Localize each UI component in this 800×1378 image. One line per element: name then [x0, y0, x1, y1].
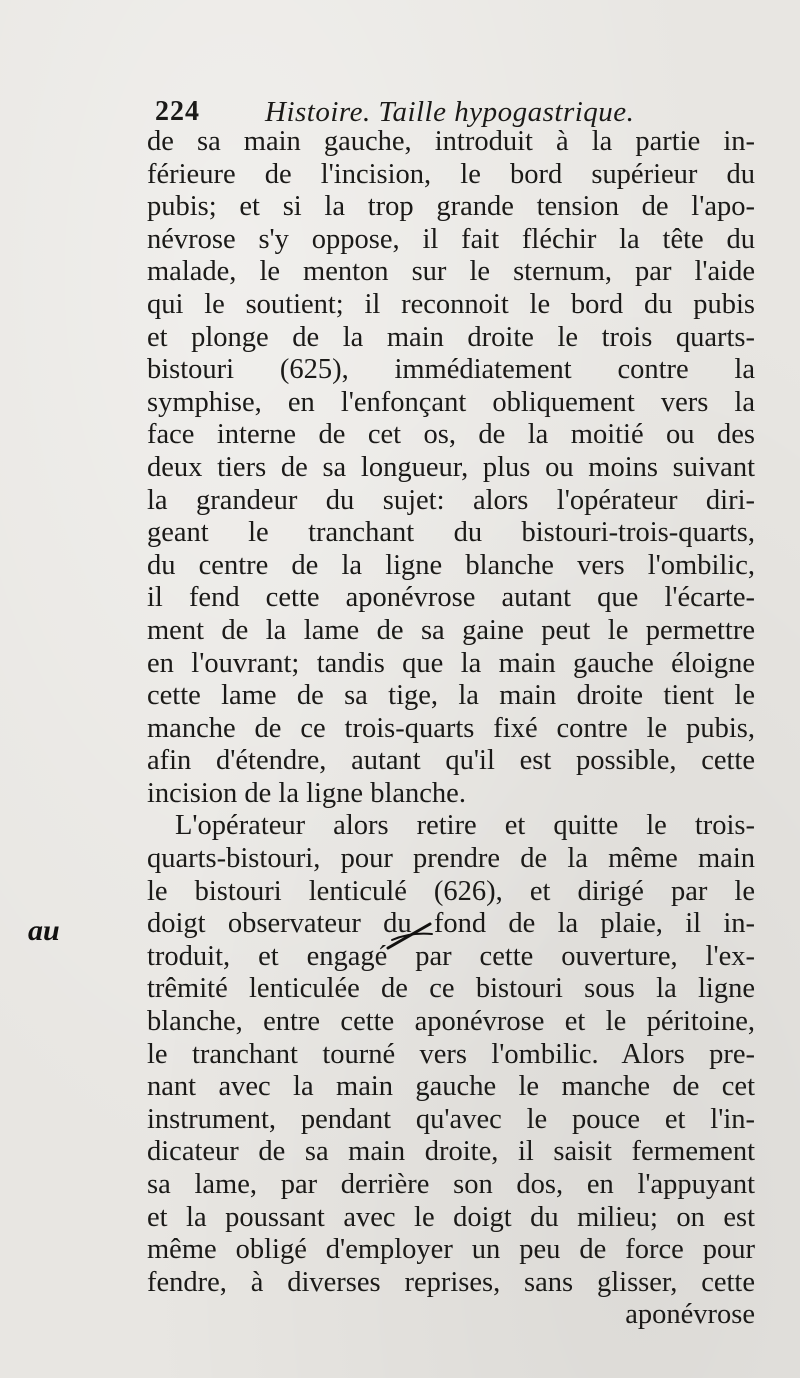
- body-text: [147, 126, 755, 1332]
- text-line: face interne de cet os, de la moitié ou des: [147, 419, 755, 451]
- text-line: et la poussant avec le doigt du milieu; on est: [147, 1201, 755, 1233]
- text-line: L'opérateur alors retire et quitte le trois-: [175, 810, 755, 842]
- text-line: la grandeur du sujet: alors l'opérateur diri-: [147, 484, 755, 516]
- handwritten-margin-note: au: [28, 914, 60, 947]
- text-line: du centre de la ligne blanche vers l'ombilic,: [147, 549, 755, 581]
- text-line: troduit, et engagé par cette ouverture, l'ex-: [147, 940, 755, 972]
- text-line: bistouri (625), immédiatement contre la: [147, 354, 755, 386]
- text-line: et plonge de la main droite le trois quarts-: [147, 321, 755, 353]
- page-number: 224: [155, 96, 200, 127]
- text-line: malade, le menton sur le sternum, par l'aide: [147, 256, 755, 288]
- text-line: quarts-bistouri, pour prendre de la même main: [147, 843, 755, 875]
- text-line: de sa main gauche, introduit à la partie in-: [147, 126, 755, 157]
- text-line: sa lame, par derrière son dos, en l'appuyant: [147, 1169, 755, 1200]
- text-line: fendre, à diverses reprises, sans glisser, cette: [147, 1266, 755, 1298]
- text-line: névrose s'y oppose, il fait fléchir la tête du: [147, 223, 755, 255]
- text-line: doigt observateur du fond de la plaie, il in-: [147, 908, 755, 940]
- text-line: même obligé d'employer un peu de force pour: [147, 1234, 755, 1266]
- catchword: aponévrose: [625, 1299, 755, 1331]
- text-line: blanche, entre cette aponévrose et le péritoine,: [147, 1006, 755, 1038]
- text-line: dicateur de sa main droite, il saisit fermement: [147, 1136, 755, 1168]
- text-line: cette lame de sa tige, la main droite tient le: [147, 680, 755, 712]
- text-line: symphise, en l'enfonçant obliquement vers la: [147, 386, 755, 418]
- text-line: qui le soutient; il reconnoit le bord du pubis: [147, 288, 755, 320]
- text-line: il fend cette aponévrose autant que l'écarte-: [147, 582, 755, 614]
- text-line: geant le tranchant du bistouri-trois-quarts,: [147, 517, 755, 549]
- text-line: férieure de l'incision, le bord supérieur du: [147, 158, 755, 190]
- text-line: manche de ce trois-quarts fixé contre le pubis,: [147, 712, 755, 744]
- text-line: le tranchant tourné vers l'ombilic. Alors pre-: [147, 1038, 755, 1070]
- text-line: afin d'étendre, autant qu'il est possible, cette: [147, 745, 755, 777]
- text-line: en l'ouvrant; tandis que la main gauche éloigne: [147, 647, 755, 679]
- text-line: ment de la lame de sa gaine peut le permettre: [147, 614, 755, 646]
- running-head: Histoire. Taille hypogastrique.: [265, 96, 635, 128]
- text-line: deux tiers de sa longueur, plus ou moins suivant: [147, 451, 755, 483]
- text-line: instrument, pendant qu'avec le pouce et l'in-: [147, 1103, 755, 1135]
- text-line: trêmité lenticulée de ce bistouri sous la ligne: [147, 973, 755, 1005]
- text-line: nant avec la main gauche le manche de cet: [147, 1071, 755, 1103]
- text-line: pubis; et si la trop grande tension de l'apo-: [147, 191, 755, 223]
- text-line: incision de la ligne blanche.: [147, 777, 466, 809]
- text-line: le bistouri lenticulé (626), et dirigé par le: [147, 875, 755, 907]
